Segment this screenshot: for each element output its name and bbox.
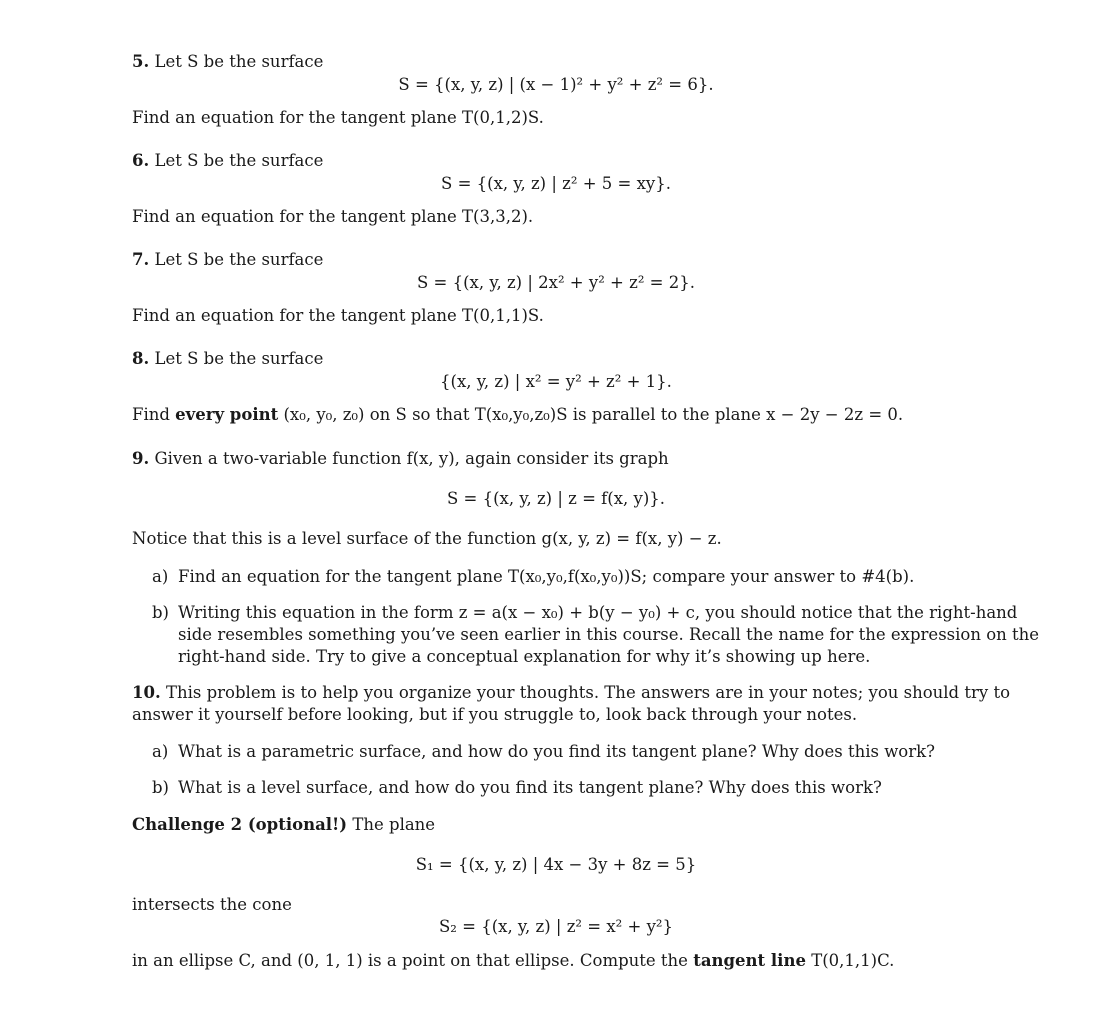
- problem-9-equation: S = {(x, y, z) | z = f(x, y)}.: [447, 489, 665, 508]
- problem-9-lead: Given a two-variable function f(x, y), again consider its graph: [154, 449, 669, 468]
- problem-10a-text: What is a parametric surface, and how do you find its tangent plane? Why does this work?: [178, 742, 935, 761]
- problem-7-equation: S = {(x, y, z) | 2x² + y² + z² = 2}.: [417, 273, 695, 292]
- problem-9b-label: b): [152, 603, 169, 622]
- challenge-end-tail: T(0,1,1)C.: [811, 951, 895, 970]
- challenge-cone-equation: S₂ = {(x, y, z) | z² = x² + y²}: [438, 917, 674, 936]
- problem-8-lead: Let S be the surface: [154, 349, 324, 368]
- challenge-title: Challenge 2 (optional!): [132, 815, 348, 834]
- challenge-lead: The plane: [352, 815, 436, 834]
- problem-10-line-2: answer it yourself before looking, but if you struggle to, look back through your notes.: [132, 705, 858, 724]
- problem-10-line-1: This problem is to help you organize your thoughts. The answers are in your notes; you should try to: [165, 683, 1011, 702]
- problem-5-lead: Let S be the surface: [154, 52, 324, 71]
- challenge-end: [132, 951, 894, 971]
- problem-6-number: 6.: [132, 151, 150, 170]
- problem-5-equation: S = {(x, y, z) | (x − 1)² + y² + z² = 6}.: [398, 75, 714, 94]
- problem-10b-label: b): [152, 778, 169, 797]
- problem-8-number: 8.: [132, 349, 150, 368]
- problem-7-lead: Let S be the surface: [154, 250, 324, 269]
- problem-9a-label: a): [152, 567, 169, 586]
- problem-8-task-emphasis: every point: [175, 405, 279, 424]
- challenge-mid-text: intersects the cone: [132, 895, 292, 914]
- problem-7-number: 7.: [132, 250, 150, 269]
- problem-9-number: 9.: [132, 449, 150, 468]
- problem-10a-label: a): [152, 742, 169, 761]
- problem-9a-text: Find an equation for the tangent plane T(x₀,y₀,f(x₀,y₀))S; compare your answer to #4(b).: [178, 567, 915, 586]
- problem-6-task: Find an equation for the tangent plane T(3,3,2).: [132, 207, 534, 226]
- problem-8-task-end: (x₀, y₀, z₀) on S so that T(x₀,y₀,z₀)S is parallel to the plane x − 2y − 2z = 0.: [283, 405, 904, 424]
- problem-5-number: 5.: [132, 52, 150, 71]
- problem-9b-line-1: Writing this equation in the form z = a(x − x₀) + b(y − y₀) + c, you should notice that the right-hand: [178, 603, 1018, 622]
- problem-7-intro: [132, 250, 323, 270]
- problem-9b-line-3: right-hand side. Try to give a conceptual explanation for why it’s showing up here.: [178, 647, 871, 666]
- problem-5-task: Find an equation for the tangent plane T(0,1,2)S.: [132, 108, 544, 127]
- problem-8-task: [132, 405, 903, 425]
- problem-10-number: 10.: [132, 683, 161, 702]
- problem-6-intro: [132, 151, 323, 171]
- challenge-intro: [132, 815, 435, 835]
- problem-6-lead: Let S be the surface: [154, 151, 324, 170]
- challenge-end-start: in an ellipse C, and (0, 1, 1) is a point on that ellipse. Compute the: [132, 951, 688, 970]
- challenge-plane-equation: S₁ = {(x, y, z) | 4x − 3y + 8z = 5}: [415, 855, 697, 874]
- problem-8-task-start: Find: [132, 405, 170, 424]
- problem-5-intro: [132, 52, 323, 72]
- challenge-end-emphasis: tangent line: [693, 951, 806, 970]
- problem-10-intro: [132, 683, 1010, 703]
- problem-8-intro: [132, 349, 323, 369]
- problem-10b-text: What is a level surface, and how do you find its tangent plane? Why does this work?: [178, 778, 882, 797]
- problem-6-equation: S = {(x, y, z) | z² + 5 = xy}.: [441, 174, 671, 193]
- problem-9-notice: Notice that this is a level surface of the function g(x, y, z) = f(x, y) − z.: [132, 529, 722, 548]
- problem-9-intro: [132, 449, 669, 469]
- problem-9b-line-2: side resembles something you’ve seen earlier in this course. Recall the name for the expression on the: [178, 625, 1040, 644]
- problem-8-equation: {(x, y, z) | x² = y² + z² + 1}.: [440, 372, 672, 391]
- problem-7-task: Find an equation for the tangent plane T(0,1,1)S.: [132, 306, 544, 325]
